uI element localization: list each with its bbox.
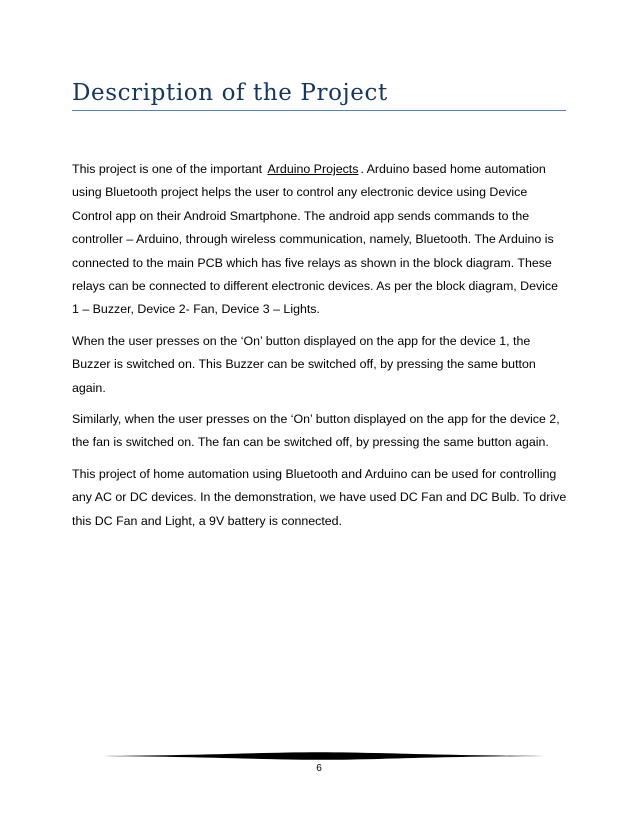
paragraph-usage: This project of home automation using Bluetooth and Arduino can be used for controlling any AC or DC devices. In the demonstration, we have used DC Fan and DC Bulb. To drive this DC Fan and Light, a 9V battery is connected. (72, 466, 567, 528)
footer-divider (94, 751, 544, 761)
arduino-projects-link[interactable]: Arduino Projects (267, 162, 359, 176)
paragraph-device-2: Similarly, when the user presses on the ‘On’ button displayed on the app for the device 2, the fan is switched on. The fan can be switched off, by pressing the same button again. (72, 412, 560, 450)
paragraph-intro (72, 158, 568, 322)
paragraph-device-1: When the user presses on the ‘On’ button displayed on the app for the device 1, the Buzzer is switched on. This Buzzer can be switched off, by pressing the same button again. (72, 333, 536, 395)
paragraph-intro-rest: . Arduino based home automation using Bluetooth project helps the user to control any electronic device using Device Control app on their Android Smartphone. The android app sends commands to the controller – Arduino, through wireless communication, namely, Bluetooth. The Arduino is connected to the main PCB which has five relays as shown in the block diagram. These relays can be connected to different electronic devices. As per the block diagram, Device 1 – Buzzer, Device 2- Fan, Device 3 – Lights. (72, 162, 559, 317)
page-title: Description of the Project (72, 80, 388, 106)
page-number: 6 (316, 763, 322, 774)
paragraph-intro-start: This project is one of the important (72, 162, 266, 176)
document-body (72, 158, 568, 541)
heading-underline (72, 110, 566, 111)
